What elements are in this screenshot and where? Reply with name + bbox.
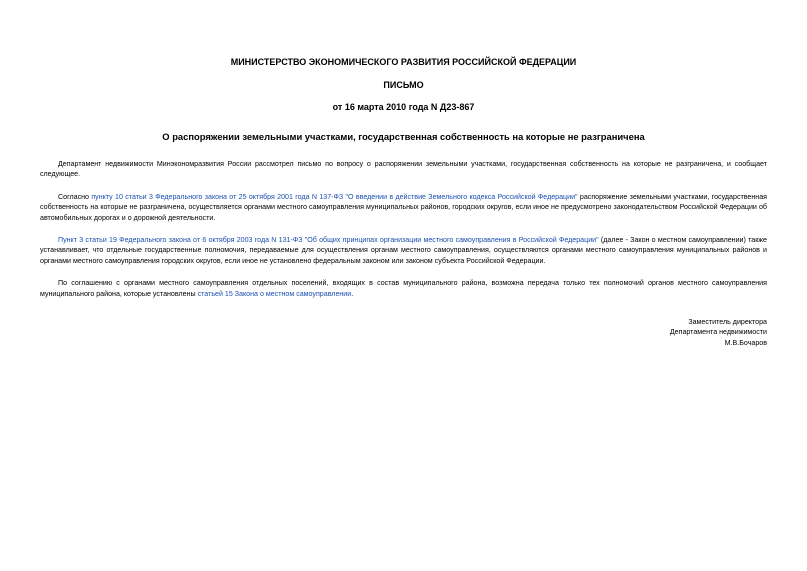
document-body [40, 159, 767, 311]
paragraph-2 [40, 192, 767, 223]
law-131-fz-link[interactable]: Пункт 3 статьи 19 Федерального закона от 6 октября 2003 года N 131-ФЗ "Об общих принципах организации местного самоуправления в Российской Федерации" [58, 236, 599, 245]
document-subject: О распоряжении земельными участками, государственная собственность на которые не разграничена [162, 131, 645, 142]
paragraph-3-suffix: (далее - Закон о местном самоуправлении) также устанавливает, что отдельные государственные полномочия, передаваемые для осуществления органам местного самоуправления, осуществляются органами местного самоуправления муниципальных районов и органами местного самоуправления городских округов, если иное не установлено федеральным законом или законом субъекта Российской Федерации. [40, 236, 767, 265]
ministry-title: МИНИСТЕРСТВО ЭКОНОМИЧЕСКОГО РАЗВИТИЯ РОССИЙСКОЙ ФЕДЕРАЦИИ [230, 57, 577, 67]
signature-department: Департамента недвижимости [669, 328, 767, 337]
paragraph-2-suffix: распоряжение земельными участками, государственная собственность на которые не разграничена, осуществляется органами местного самоуправления муниципальных районов, городских округов, если иное не предусмотрено законодательством Российской Федерации об автомобильных дорогах и о дорожной деятельности. [40, 192, 767, 222]
signature-block [670, 317, 767, 348]
paragraph-4-prefix: По соглашению с органами местного самоуправления отдельных поселений, входящих в состав муниципального района, возможна передача только тех полномочий органов местного самоуправления муниципального района, которые установлены [40, 279, 767, 298]
paragraph-4 [40, 278, 767, 299]
document-type: ПИСЬМО [383, 80, 424, 90]
paragraph-3 [40, 235, 767, 266]
signature-name: М.В.Бочаров [724, 338, 767, 347]
paragraph-4-suffix: . [351, 289, 354, 298]
law-137-fz-link[interactable]: пункту 10 статьи 3 Федерального закона от 25 октября 2001 года N 137-ФЗ "О введении в действие Земельного кодекса Российской Федерации" [91, 192, 578, 201]
signature-position: Заместитель директора [688, 318, 767, 326]
paragraph-1 [40, 159, 767, 180]
paragraph-1-text: Департамент недвижимости Минэкономразвития России рассмотрел письмо по вопросу о распоряжении земельными участками, государственная собственность на которые не разграничена, и сообщает следующее. [40, 160, 767, 179]
article-15-link[interactable]: статьей 15 Закона о местном самоуправлении [197, 289, 352, 298]
document-date: от 16 марта 2010 года N Д23-867 [332, 102, 475, 112]
paragraph-2-prefix: Согласно [58, 192, 92, 201]
